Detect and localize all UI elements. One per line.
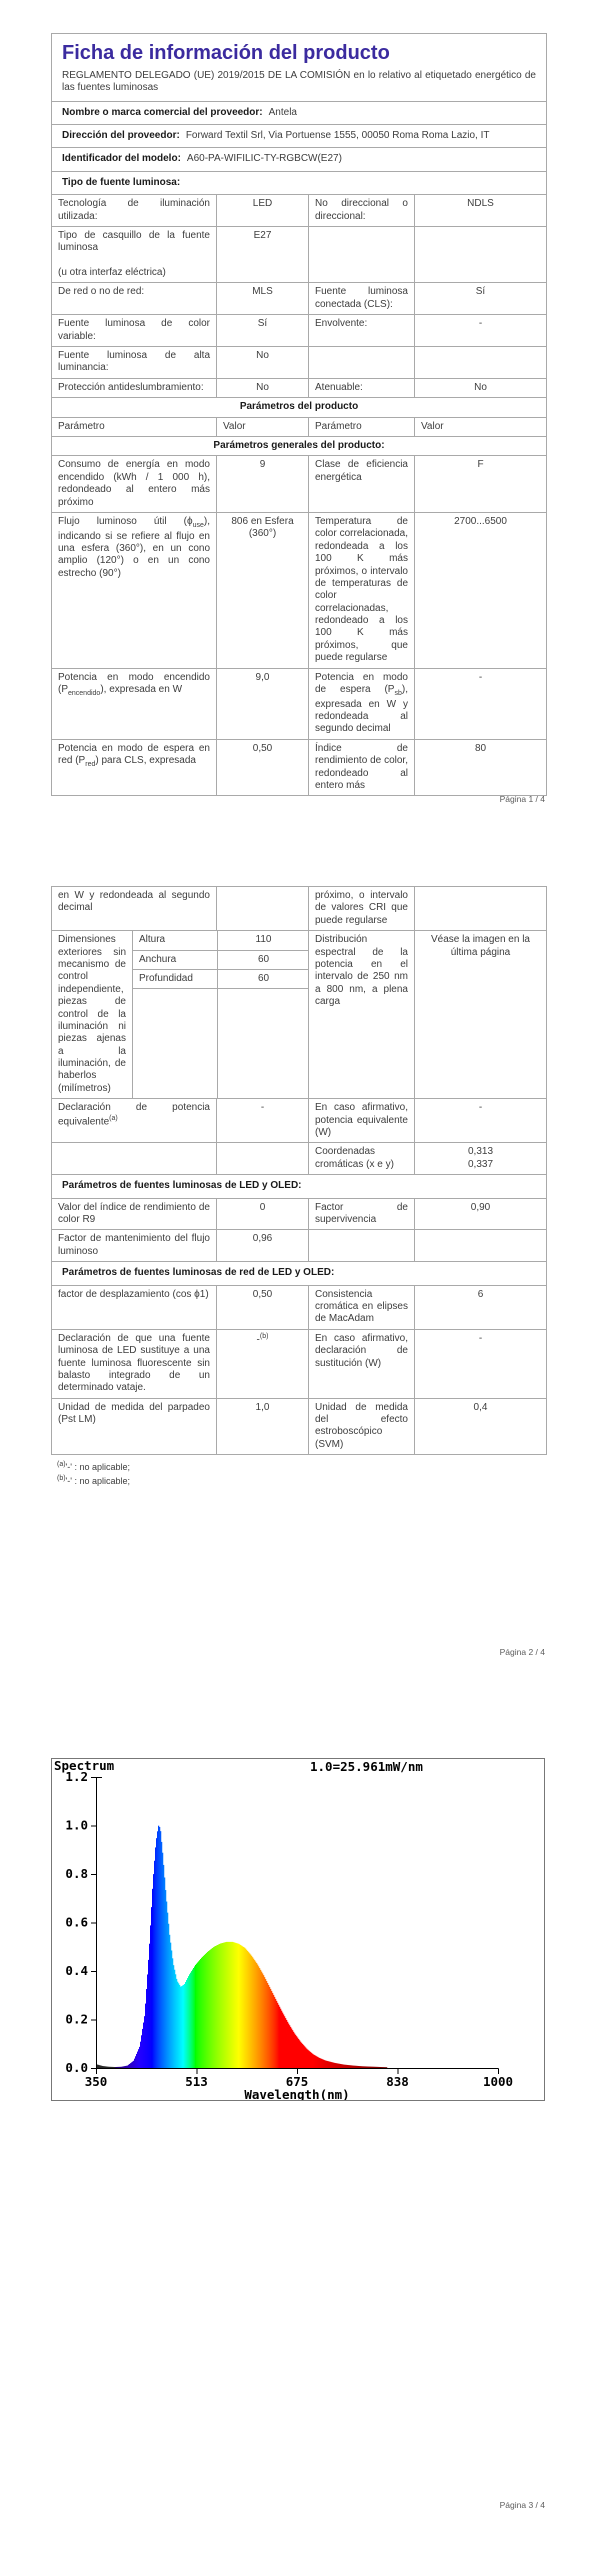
- param-cell: Consumo de energía en modo encendido (kWh / 1 000 h), redondeado al entero más próximo: [58, 459, 210, 508]
- supplier-label: Nombre o marca comercial del proveedor:: [62, 106, 263, 118]
- general-params-header: Parámetros generales del producto:: [52, 436, 546, 455]
- dim-filler: [217, 989, 309, 1098]
- table-row: [52, 1229, 546, 1261]
- value-cell: LED: [216, 195, 308, 226]
- table-row: [52, 346, 546, 378]
- dim-value: 110: [217, 931, 309, 950]
- param-cell: Fuente luminosa de alta luminancia:: [58, 350, 210, 374]
- table-row: [52, 1398, 546, 1455]
- regulation-subtitle: REGLAMENTO DELEGADO (UE) 2019/2015 DE LA COMISIÓN en lo relativo al etiquetado energético de las fuentes luminosas: [62, 69, 536, 94]
- value-cell: No: [414, 379, 546, 397]
- dim-key: Altura: [133, 931, 217, 950]
- param-cell: Factor de supervivencia: [308, 1199, 414, 1230]
- value-cell: -: [414, 1330, 546, 1398]
- table-row: [52, 1285, 546, 1329]
- address-value: Forward Textil Srl, Via Portuense 1555, 00050 Roma Roma Lazio, IT: [185, 129, 490, 141]
- param-cell: Índice de rendimiento de color, redondeado al entero más: [308, 740, 414, 796]
- value-cell: 9: [216, 456, 308, 512]
- type-section-header: Tipo de fuente luminosa:: [52, 171, 546, 194]
- param-cell: Fuente luminosa de color variable:: [58, 318, 210, 342]
- value-cell: 0: [216, 1199, 308, 1230]
- value-cell: Sí: [414, 283, 546, 314]
- page-title: Ficha de información del producto: [62, 42, 390, 64]
- table-row: [52, 1198, 546, 1230]
- table-row: [52, 194, 546, 226]
- table-row: [52, 512, 546, 668]
- value-cell: [414, 347, 546, 378]
- value-cell: -$^{(b)}$: [216, 1330, 308, 1398]
- table-row: [52, 226, 546, 283]
- col-header-value: Valor: [414, 418, 546, 436]
- value-cell: 0,4: [414, 1399, 546, 1455]
- page-1: [0, 0, 603, 853]
- value-cell: 9,0: [216, 669, 308, 739]
- param-cell: Potencia en modo de espera $(P_{sb})$, expresada en W y redondeada al segundo decimal: [308, 669, 414, 739]
- param-cell: Valor del índice de rendimiento de color R9: [58, 1201, 210, 1225]
- value-cell: 6: [414, 1286, 546, 1329]
- table-row: [52, 668, 546, 739]
- value-cell: [414, 227, 546, 283]
- param-cell: Flujo luminoso útil $(\phi_{use})$, indicando si se refiere al flujo en una esfera (360°), en un cono amplio (120°) o en un cono estrecho (90°): [58, 515, 210, 579]
- page-number: Página 1 / 4: [499, 794, 545, 804]
- address-label: Dirección del proveedor:: [62, 129, 180, 141]
- value-cell: 0,50: [216, 1286, 308, 1329]
- spectrum-canvas: [52, 1759, 544, 2100]
- value-cell: NDLS: [414, 195, 546, 226]
- param-cell: factor de desplazamiento (cos ϕ1): [58, 1288, 209, 1300]
- footnotes: [57, 1461, 130, 1489]
- value-cell: -: [414, 669, 546, 739]
- mains-led-section-header: Parámetros de fuentes luminosas de red de LED y OLED:: [52, 1261, 546, 1284]
- value-cell: F: [414, 456, 546, 512]
- param-cell: Potencia en modo encendido $(P_{encendido})$, expresada en W: [58, 671, 210, 698]
- param-cell: Fuente luminosa conectada (CLS):: [308, 283, 414, 314]
- value-cell: 1,0: [216, 1399, 308, 1455]
- value-cell: 0,90: [414, 1199, 546, 1230]
- value-cell: -: [216, 1099, 308, 1142]
- param-cell: Tipo de casquillo de la fuente luminosa (u otra interfaz eléctrica): [58, 229, 210, 279]
- param-cell: En caso afirmativo, potencia equivalente (W): [308, 1099, 414, 1142]
- product-params-header: Parámetros del producto: [52, 397, 546, 416]
- param-cell: Tecnología de iluminación utilizada:: [58, 198, 210, 222]
- value-cell: MLS: [216, 283, 308, 314]
- dim-filler: [133, 989, 217, 1098]
- table-row: [52, 455, 546, 512]
- value-cell: 80: [414, 740, 546, 796]
- model-value: A60-PA-WIFILIC-TY-RGBCW(E27): [186, 153, 342, 165]
- value-cell: -: [414, 315, 546, 346]
- dim-key: Profundidad: [133, 970, 217, 989]
- dimensions-subtable: [132, 931, 308, 1098]
- col-header-param: Parámetro: [308, 418, 414, 436]
- param-cell: Protección antideslumbramiento:: [58, 381, 204, 393]
- table-row: [52, 1142, 546, 1174]
- param-cell: Unidad de medida del parpadeo (Pst LM): [58, 1401, 210, 1426]
- table-row: [52, 1329, 546, 1398]
- table-row: [52, 1098, 546, 1142]
- table-row: [52, 282, 546, 314]
- param-cell: Unidad de medida del efecto estroboscópico (SVM): [308, 1399, 414, 1455]
- page-2: [0, 853, 603, 1706]
- dimensions-row: [52, 930, 546, 1098]
- param-cell: Declaración de potencia equivalente$^{(a)}$: [58, 1102, 210, 1127]
- supplier-value: Antela: [268, 106, 297, 118]
- param-cell: En caso afirmativo, declaración de sustitución (W): [308, 1330, 414, 1398]
- table-row: [52, 378, 546, 397]
- param-cell: Coordenadas cromáticas (x e y): [308, 1143, 414, 1174]
- param-cell: De red o no de red:: [58, 286, 145, 298]
- param-cell: Potencia en modo de espera en red $(P_{red})$ para CLS, expresada: [58, 742, 210, 769]
- table-row: [52, 739, 546, 796]
- column-header-row: [52, 417, 546, 436]
- param-cell: Temperatura de color correlacionada, redondeada a los 100 K más próximos, o intervalo de temperaturas de color correlacionadas, redondeado a los 100 K más próximos, que puede regularse: [308, 513, 414, 668]
- value-cell: [216, 1143, 308, 1174]
- param-cell: [308, 227, 414, 283]
- value-cell: 2700...6500: [414, 513, 546, 668]
- value-cell: [414, 887, 546, 930]
- param-cell: Consistencia cromática en elipses de MacAdam: [308, 1286, 414, 1329]
- param-cell: Atenuable:: [308, 379, 414, 397]
- param-cell: [308, 347, 414, 378]
- param-cell: Factor de mantenimiento del flujo luminoso: [58, 1233, 210, 1257]
- dim-value: 60: [217, 951, 309, 970]
- table-row: [52, 887, 546, 930]
- dimensions-label: Dimensiones exteriores sin mecanismo de control independiente, piezas de control de la iluminación ni piezas ajenas a la iluminación, de haberlos (milímetros): [58, 934, 126, 1094]
- model-row: [52, 147, 546, 170]
- value-cell: [414, 1230, 546, 1261]
- model-label: Identificador del modelo:: [62, 153, 181, 165]
- dim-key: Anchura: [133, 951, 217, 970]
- supplier-row: [52, 101, 546, 124]
- param-cell: [52, 1143, 216, 1174]
- value-cell: 0,313 0,337: [414, 1143, 546, 1174]
- value-cell: E27: [216, 227, 308, 283]
- value-cell: Véase la imagen en la última página: [414, 931, 546, 1098]
- title-cell: [52, 34, 546, 101]
- value-cell: 806 en Esfera (360°): [216, 513, 308, 668]
- page-number: Página 2 / 4: [499, 1647, 545, 1657]
- table-row: [52, 314, 546, 346]
- param-cell: Distribución espectral de la potencia en el intervalo de 250 nm a 800 nm, a plena carga: [308, 931, 414, 1098]
- col-header-value: Valor: [216, 418, 308, 436]
- param-cell: Clase de eficiencia energética: [308, 456, 414, 512]
- value-cell: 0,96: [216, 1230, 308, 1261]
- value-cell: 0,50: [216, 740, 308, 796]
- page-3: [0, 1706, 603, 2559]
- led-oled-section-header: Parámetros de fuentes luminosas de LED y OLED:: [52, 1174, 546, 1197]
- param-cell: Declaración de que una fuente luminosa de LED sustituye a una fuente luminosa fluorescente sin balasto integrado de un determinado vataje.: [58, 1332, 210, 1394]
- dim-value: 60: [217, 970, 309, 989]
- address-row: [52, 124, 546, 147]
- value-cell: No: [216, 347, 308, 378]
- param-cell: próximo, o intervalo de valores CRI que puede regularse: [308, 887, 414, 930]
- footnote-b: $^{(b)}$'-' : no aplicable;: [57, 1475, 131, 1486]
- product-info-table-continued: [51, 886, 547, 1455]
- value-cell: No: [216, 379, 308, 397]
- spectrum-chart: [51, 1758, 545, 2101]
- param-cell: [308, 1230, 414, 1261]
- param-cell: Envolvente:: [308, 315, 414, 346]
- col-header-param: Parámetro: [58, 420, 105, 432]
- value-cell: Sí: [216, 315, 308, 346]
- param-cell: en W y redondeada al segundo decimal: [58, 890, 210, 914]
- page-number: Página 3 / 4: [499, 2500, 545, 2510]
- param-cell: No direccional o direccional:: [308, 195, 414, 226]
- footnote-a: $^{(a)}$'-' : no aplicable;: [57, 1461, 131, 1472]
- value-cell: [216, 887, 308, 930]
- product-info-table: [51, 33, 547, 796]
- value-cell: -: [414, 1099, 546, 1142]
